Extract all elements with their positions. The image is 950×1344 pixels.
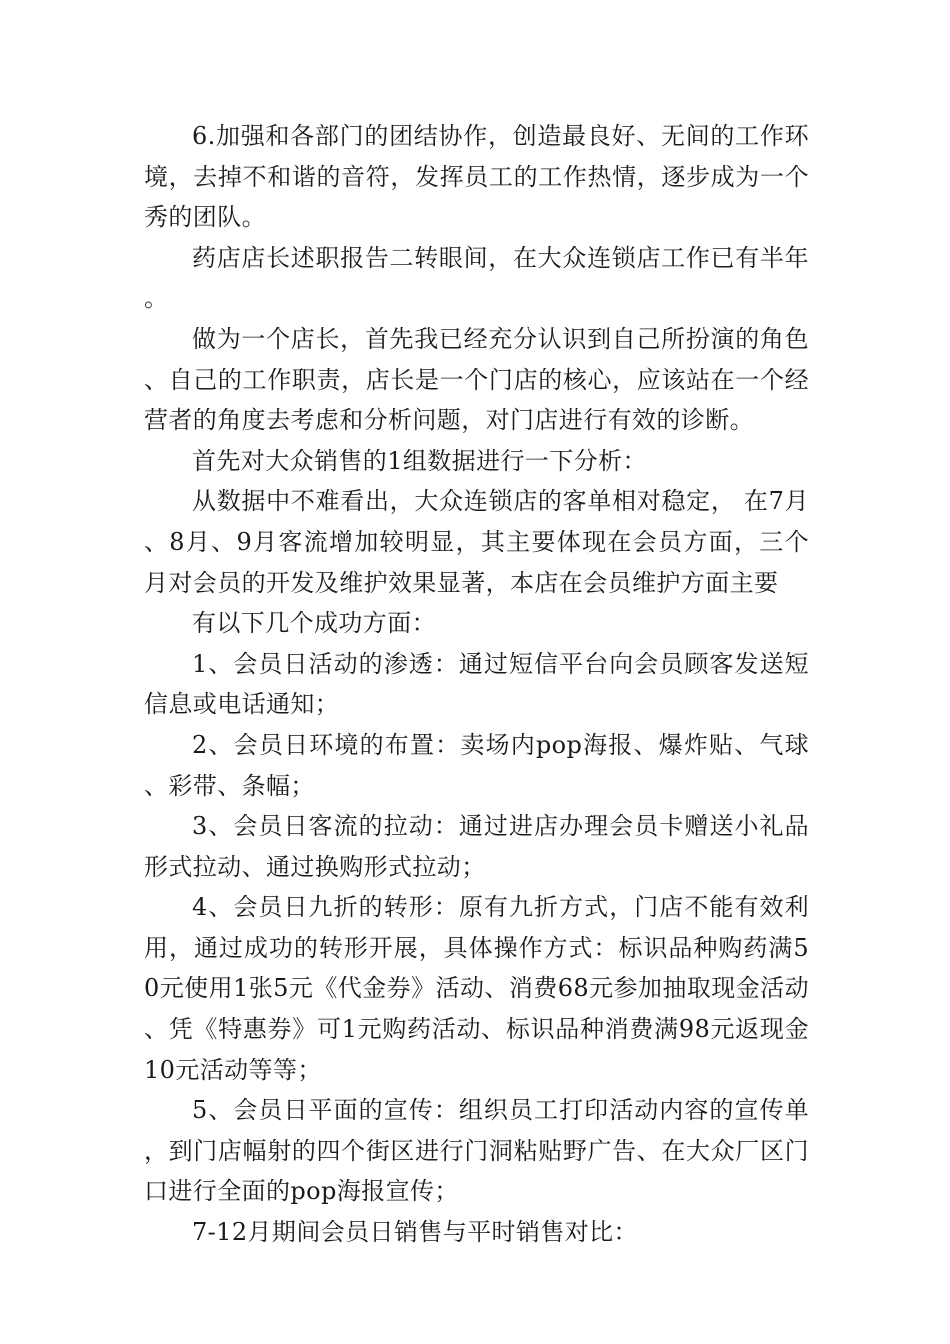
list-item-3: 3、会员日客流的拉动：通过进店办理会员卡赠送小礼品形式拉动、通过换购形式拉动； [144, 812, 809, 881]
paragraph-data-analysis: 首先对大众销售的1组数据进行一下分析： [192, 446, 647, 475]
list-item-4: 4、会员日九折的转形：原有九折方式，门店不能有效利用，通过成功的转形开展，具体操作方式：标识品种购药满50元使用1张5元《代金券》活动、消费68元参加抽取现金活动、凭《特惠券》可1元购药活动、标识品种消费满98元返现金10元活动等等； [144, 893, 809, 1084]
paragraph-sales-comparison: 7-12月期间会员日销售与平时销售对比： [192, 1218, 638, 1247]
list-item-1: 1、会员日活动的渗透：通过短信平台向会员顾客发送短信息或电话通知； [144, 649, 809, 719]
paragraph-teamwork: 6.加强和各部门的团结协作，创造最良好、无间的工作环境，去掉不和谐的音符，发挥员工的工作热情，逐步成为一个秀的团队。 [144, 122, 809, 232]
paragraph-report-intro: 药店店长述职报告二转眼间，在大众连锁店工作已有半年。 [144, 243, 809, 313]
paragraph-data-observation: 从数据中不难看出，大众连锁店的客单相对稳定， 在7月、8月、9月客流增加较明显，其主要体现在会员方面，三个月对会员的开发及维护效果显著，本店在会员维护方面主要 [144, 487, 809, 597]
paragraph-success-intro: 有以下几个成功方面： [192, 609, 436, 638]
document-body [144, 116, 809, 1253]
list-item-2: 2、会员日环境的布置：卖场内pop海报、爆炸贴、气球、彩带、条幅； [144, 730, 809, 800]
list-item-5: 5、会员日平面的宣传：组织员工打印活动内容的宣传单，到门店幅射的四个街区进行门洞粘贴野广告、在大众厂区门口进行全面的pop海报宣传； [144, 1096, 809, 1206]
paragraph-manager-role: 做为一个店长，首先我已经充分认识到自己所扮演的角色、自己的工作职责，店长是一个门店的核心，应该站在一个经营者的角度去考虑和分析问题，对门店进行有效的诊断。 [144, 324, 809, 435]
